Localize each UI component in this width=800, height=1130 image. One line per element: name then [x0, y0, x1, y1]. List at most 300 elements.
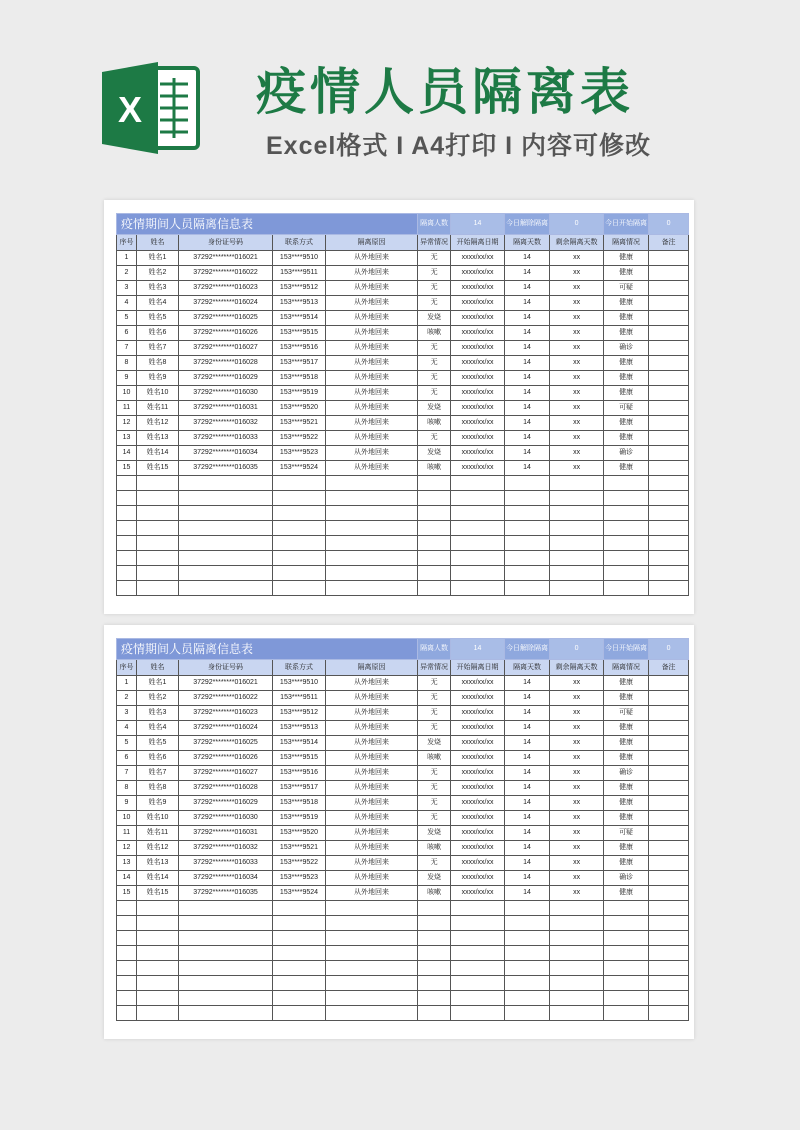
empty-cell[interactable] [550, 581, 604, 596]
table-cell[interactable]: 153****9520 [273, 401, 326, 416]
empty-cell[interactable] [649, 536, 689, 551]
table-cell[interactable]: 从外地回来 [326, 676, 418, 691]
table-cell[interactable]: xxxx/xx/xx [451, 856, 505, 871]
table-cell[interactable]: xx [550, 281, 604, 296]
empty-cell[interactable] [604, 476, 649, 491]
table-cell[interactable]: xx [550, 356, 604, 371]
table-cell[interactable]: 健康 [604, 416, 649, 431]
table-cell[interactable]: xxxx/xx/xx [451, 326, 505, 341]
empty-cell[interactable] [649, 476, 689, 491]
empty-cell[interactable] [273, 1006, 326, 1021]
table-cell[interactable] [649, 326, 689, 341]
table-cell[interactable]: 14 [505, 311, 550, 326]
table-cell[interactable] [649, 736, 689, 751]
table-cell[interactable]: xxxx/xx/xx [451, 446, 505, 461]
table-cell[interactable]: 无 [418, 431, 451, 446]
empty-cell[interactable] [451, 491, 505, 506]
table-cell[interactable]: 确诊 [604, 871, 649, 886]
table-cell[interactable]: 153****9523 [273, 871, 326, 886]
table-cell[interactable]: 153****9517 [273, 356, 326, 371]
table-cell[interactable]: 姓名8 [137, 781, 179, 796]
empty-cell[interactable] [179, 581, 273, 596]
table-cell[interactable]: 姓名7 [137, 766, 179, 781]
empty-cell[interactable] [117, 991, 137, 1006]
table-cell[interactable]: xx [550, 266, 604, 281]
table-cell[interactable]: 37292********016032 [179, 416, 273, 431]
empty-cell[interactable] [649, 961, 689, 976]
table-cell[interactable]: 发烧 [418, 826, 451, 841]
table-cell[interactable]: 姓名5 [137, 311, 179, 326]
table-cell[interactable]: 无 [418, 811, 451, 826]
empty-cell[interactable] [137, 476, 179, 491]
stat-label[interactable]: 隔离人数 [418, 639, 451, 660]
table-cell[interactable]: 14 [505, 796, 550, 811]
empty-cell[interactable] [451, 916, 505, 931]
table-cell[interactable] [649, 691, 689, 706]
table-cell[interactable]: 姓名15 [137, 461, 179, 476]
empty-cell[interactable] [649, 901, 689, 916]
table-cell[interactable]: 姓名10 [137, 811, 179, 826]
empty-cell[interactable] [550, 931, 604, 946]
table-cell[interactable]: 37292********016030 [179, 811, 273, 826]
table-cell[interactable]: 37292********016022 [179, 691, 273, 706]
table-cell[interactable]: 咳嗽 [418, 416, 451, 431]
table-cell[interactable]: 发烧 [418, 311, 451, 326]
table-cell[interactable] [649, 431, 689, 446]
table-cell[interactable]: 可疑 [604, 706, 649, 721]
empty-cell[interactable] [273, 991, 326, 1006]
table-cell[interactable]: 姓名6 [137, 326, 179, 341]
table-cell[interactable]: 37292********016025 [179, 736, 273, 751]
table-cell[interactable]: 14 [505, 811, 550, 826]
table-cell[interactable]: 可疑 [604, 826, 649, 841]
empty-cell[interactable] [137, 976, 179, 991]
empty-cell[interactable] [649, 551, 689, 566]
empty-cell[interactable] [273, 946, 326, 961]
table-cell[interactable]: 姓名3 [137, 706, 179, 721]
empty-cell[interactable] [326, 551, 418, 566]
table-cell[interactable]: 发烧 [418, 446, 451, 461]
table-cell[interactable]: 10 [117, 811, 137, 826]
table-cell[interactable]: 14 [505, 781, 550, 796]
table-cell[interactable]: 37292********016033 [179, 856, 273, 871]
empty-cell[interactable] [550, 961, 604, 976]
table-cell[interactable]: 14 [505, 416, 550, 431]
column-header[interactable]: 联系方式 [273, 235, 326, 251]
table-cell[interactable]: 37292********016022 [179, 266, 273, 281]
table-cell[interactable]: 153****9512 [273, 281, 326, 296]
empty-cell[interactable] [179, 521, 273, 536]
table-cell[interactable]: 11 [117, 826, 137, 841]
table-cell[interactable]: 9 [117, 796, 137, 811]
empty-cell[interactable] [604, 946, 649, 961]
table-cell[interactable]: 153****9516 [273, 341, 326, 356]
table-cell[interactable] [649, 841, 689, 856]
column-header[interactable]: 隔离原因 [326, 660, 418, 676]
table-cell[interactable]: xx [550, 856, 604, 871]
table-cell[interactable]: xxxx/xx/xx [451, 356, 505, 371]
table-cell[interactable]: 确诊 [604, 766, 649, 781]
table-cell[interactable]: 姓名14 [137, 446, 179, 461]
table-cell[interactable]: 从外地回来 [326, 841, 418, 856]
table-cell[interactable]: 14 [505, 341, 550, 356]
empty-cell[interactable] [649, 566, 689, 581]
column-header[interactable]: 序号 [117, 660, 137, 676]
table-cell[interactable]: 发烧 [418, 401, 451, 416]
table-cell[interactable]: 1 [117, 676, 137, 691]
column-header[interactable]: 姓名 [137, 235, 179, 251]
empty-cell[interactable] [649, 976, 689, 991]
empty-cell[interactable] [505, 521, 550, 536]
table-cell[interactable]: 姓名6 [137, 751, 179, 766]
table-cell[interactable]: xx [550, 296, 604, 311]
empty-cell[interactable] [326, 976, 418, 991]
table-cell[interactable]: 37292********016034 [179, 871, 273, 886]
empty-cell[interactable] [649, 581, 689, 596]
stat-value[interactable]: 0 [550, 639, 604, 660]
table-cell[interactable]: 14 [505, 461, 550, 476]
empty-cell[interactable] [137, 901, 179, 916]
table-cell[interactable]: 153****9522 [273, 431, 326, 446]
empty-cell[interactable] [505, 581, 550, 596]
empty-cell[interactable] [505, 551, 550, 566]
table-cell[interactable]: xx [550, 796, 604, 811]
table-cell[interactable]: 无 [418, 706, 451, 721]
table-cell[interactable] [649, 446, 689, 461]
table-cell[interactable]: xxxx/xx/xx [451, 281, 505, 296]
empty-cell[interactable] [117, 536, 137, 551]
empty-cell[interactable] [451, 581, 505, 596]
table-cell[interactable] [649, 461, 689, 476]
empty-cell[interactable] [326, 946, 418, 961]
column-header[interactable]: 备注 [649, 235, 689, 251]
empty-cell[interactable] [117, 916, 137, 931]
table-cell[interactable]: 姓名8 [137, 356, 179, 371]
table-cell[interactable]: 37292********016021 [179, 251, 273, 266]
table-cell[interactable]: xxxx/xx/xx [451, 736, 505, 751]
table-cell[interactable]: 从外地回来 [326, 781, 418, 796]
empty-cell[interactable] [179, 961, 273, 976]
stat-value[interactable]: 0 [550, 214, 604, 235]
table-cell[interactable]: 从外地回来 [326, 811, 418, 826]
empty-cell[interactable] [418, 976, 451, 991]
table-cell[interactable]: 153****9519 [273, 811, 326, 826]
empty-cell[interactable] [326, 1006, 418, 1021]
empty-cell[interactable] [117, 946, 137, 961]
empty-cell[interactable] [418, 991, 451, 1006]
table-cell[interactable]: 153****9511 [273, 266, 326, 281]
empty-cell[interactable] [451, 551, 505, 566]
empty-cell[interactable] [137, 536, 179, 551]
empty-cell[interactable] [550, 551, 604, 566]
table-cell[interactable]: 健康 [604, 811, 649, 826]
empty-cell[interactable] [418, 931, 451, 946]
empty-cell[interactable] [451, 536, 505, 551]
empty-cell[interactable] [326, 536, 418, 551]
empty-cell[interactable] [326, 916, 418, 931]
empty-cell[interactable] [505, 566, 550, 581]
empty-cell[interactable] [550, 566, 604, 581]
table-cell[interactable]: xxxx/xx/xx [451, 401, 505, 416]
table-cell[interactable]: 健康 [604, 326, 649, 341]
table-cell[interactable]: 8 [117, 356, 137, 371]
table-cell[interactable]: 姓名9 [137, 796, 179, 811]
empty-cell[interactable] [604, 506, 649, 521]
empty-cell[interactable] [604, 931, 649, 946]
table-cell[interactable]: 14 [505, 721, 550, 736]
table-cell[interactable]: 健康 [604, 371, 649, 386]
table-cell[interactable]: xx [550, 706, 604, 721]
table-cell[interactable]: xx [550, 841, 604, 856]
table-cell[interactable]: 从外地回来 [326, 871, 418, 886]
table-cell[interactable]: 姓名3 [137, 281, 179, 296]
table-cell[interactable] [649, 766, 689, 781]
table-cell[interactable]: 14 [117, 446, 137, 461]
table-cell[interactable]: 从外地回来 [326, 446, 418, 461]
table-cell[interactable]: 从外地回来 [326, 886, 418, 901]
table-cell[interactable]: 37292********016026 [179, 751, 273, 766]
table-cell[interactable]: 2 [117, 691, 137, 706]
empty-cell[interactable] [117, 521, 137, 536]
column-header[interactable]: 隔离天数 [505, 235, 550, 251]
stat-label[interactable]: 今日解除隔离 [505, 214, 550, 235]
table-cell[interactable]: 153****9512 [273, 706, 326, 721]
table-cell[interactable] [649, 386, 689, 401]
empty-cell[interactable] [451, 946, 505, 961]
empty-cell[interactable] [649, 916, 689, 931]
table-cell[interactable]: 无 [418, 266, 451, 281]
empty-cell[interactable] [273, 916, 326, 931]
empty-cell[interactable] [418, 581, 451, 596]
table-cell[interactable]: 14 [505, 871, 550, 886]
empty-cell[interactable] [137, 916, 179, 931]
table-cell[interactable]: 从外地回来 [326, 311, 418, 326]
empty-cell[interactable] [451, 961, 505, 976]
column-header[interactable]: 序号 [117, 235, 137, 251]
empty-cell[interactable] [550, 506, 604, 521]
empty-cell[interactable] [137, 521, 179, 536]
table-cell[interactable]: 37292********016029 [179, 796, 273, 811]
table-cell[interactable]: 发烧 [418, 871, 451, 886]
empty-cell[interactable] [117, 506, 137, 521]
column-header[interactable]: 联系方式 [273, 660, 326, 676]
table-cell[interactable]: 健康 [604, 721, 649, 736]
table-cell[interactable]: xxxx/xx/xx [451, 751, 505, 766]
empty-cell[interactable] [418, 521, 451, 536]
table-cell[interactable]: 健康 [604, 296, 649, 311]
table-cell[interactable]: 3 [117, 706, 137, 721]
table-cell[interactable]: 153****9513 [273, 721, 326, 736]
column-header[interactable]: 开始隔离日期 [451, 235, 505, 251]
table-cell[interactable]: 从外地回来 [326, 796, 418, 811]
table-cell[interactable]: 10 [117, 386, 137, 401]
table-cell[interactable] [649, 856, 689, 871]
table-cell[interactable]: xx [550, 766, 604, 781]
table-cell[interactable]: 从外地回来 [326, 736, 418, 751]
table-cell[interactable]: 3 [117, 281, 137, 296]
table-cell[interactable]: 无 [418, 721, 451, 736]
table-cell[interactable]: xxxx/xx/xx [451, 311, 505, 326]
table-cell[interactable]: 37292********016025 [179, 311, 273, 326]
table-cell[interactable]: 姓名9 [137, 371, 179, 386]
empty-cell[interactable] [451, 521, 505, 536]
empty-cell[interactable] [179, 901, 273, 916]
empty-cell[interactable] [326, 476, 418, 491]
table-cell[interactable]: 153****9518 [273, 371, 326, 386]
empty-cell[interactable] [117, 491, 137, 506]
table-cell[interactable] [649, 676, 689, 691]
stat-value[interactable]: 14 [451, 214, 505, 235]
table-cell[interactable]: 153****9521 [273, 841, 326, 856]
table-cell[interactable]: 5 [117, 736, 137, 751]
empty-cell[interactable] [179, 976, 273, 991]
table-cell[interactable]: xxxx/xx/xx [451, 251, 505, 266]
table-cell[interactable]: 12 [117, 841, 137, 856]
table-cell[interactable]: 姓名10 [137, 386, 179, 401]
column-header[interactable]: 身份证号码 [179, 235, 273, 251]
table-cell[interactable]: 1 [117, 251, 137, 266]
table-cell[interactable]: 从外地回来 [326, 431, 418, 446]
table-cell[interactable]: xxxx/xx/xx [451, 706, 505, 721]
table-cell[interactable]: 从外地回来 [326, 326, 418, 341]
table-cell[interactable]: 姓名12 [137, 416, 179, 431]
table-cell[interactable]: 4 [117, 296, 137, 311]
stat-label[interactable]: 隔离人数 [418, 214, 451, 235]
table-cell[interactable]: xxxx/xx/xx [451, 386, 505, 401]
empty-cell[interactable] [550, 521, 604, 536]
column-header[interactable]: 身份证号码 [179, 660, 273, 676]
empty-cell[interactable] [550, 901, 604, 916]
table-cell[interactable]: 5 [117, 311, 137, 326]
table-cell[interactable]: 14 [505, 371, 550, 386]
empty-cell[interactable] [273, 961, 326, 976]
table-cell[interactable]: 从外地回来 [326, 706, 418, 721]
table-cell[interactable]: 37292********016028 [179, 356, 273, 371]
table-cell[interactable]: 37292********016023 [179, 281, 273, 296]
empty-cell[interactable] [604, 491, 649, 506]
empty-cell[interactable] [137, 991, 179, 1006]
table-cell[interactable]: 从外地回来 [326, 766, 418, 781]
empty-cell[interactable] [179, 946, 273, 961]
empty-cell[interactable] [179, 916, 273, 931]
empty-cell[interactable] [326, 901, 418, 916]
table-cell[interactable]: 健康 [604, 356, 649, 371]
table-cell[interactable]: xx [550, 691, 604, 706]
table-cell[interactable] [649, 781, 689, 796]
table-cell[interactable]: 无 [418, 251, 451, 266]
empty-cell[interactable] [418, 536, 451, 551]
table-cell[interactable] [649, 341, 689, 356]
empty-cell[interactable] [179, 1006, 273, 1021]
table-cell[interactable]: 153****9510 [273, 676, 326, 691]
empty-cell[interactable] [117, 961, 137, 976]
table-cell[interactable]: 153****9524 [273, 886, 326, 901]
table-cell[interactable]: 姓名15 [137, 886, 179, 901]
empty-cell[interactable] [418, 476, 451, 491]
empty-cell[interactable] [451, 901, 505, 916]
table-cell[interactable]: 健康 [604, 386, 649, 401]
table-cell[interactable] [649, 356, 689, 371]
empty-cell[interactable] [550, 491, 604, 506]
table-cell[interactable]: 健康 [604, 461, 649, 476]
table-cell[interactable]: xxxx/xx/xx [451, 841, 505, 856]
table-cell[interactable]: 37292********016024 [179, 296, 273, 311]
table-cell[interactable]: 从外地回来 [326, 281, 418, 296]
stat-value[interactable]: 14 [451, 639, 505, 660]
empty-cell[interactable] [451, 931, 505, 946]
table-cell[interactable]: xx [550, 341, 604, 356]
table-cell[interactable]: 14 [505, 431, 550, 446]
table-cell[interactable]: 37292********016035 [179, 886, 273, 901]
empty-cell[interactable] [117, 1006, 137, 1021]
empty-cell[interactable] [273, 566, 326, 581]
table-cell[interactable]: xxxx/xx/xx [451, 461, 505, 476]
table-cell[interactable] [649, 311, 689, 326]
table-cell[interactable]: 无 [418, 676, 451, 691]
table-cell[interactable]: 无 [418, 691, 451, 706]
empty-cell[interactable] [604, 536, 649, 551]
table-cell[interactable]: 无 [418, 371, 451, 386]
table-cell[interactable]: 153****9520 [273, 826, 326, 841]
table-cell[interactable]: 从外地回来 [326, 461, 418, 476]
empty-cell[interactable] [326, 931, 418, 946]
empty-cell[interactable] [326, 581, 418, 596]
table-cell[interactable]: xx [550, 416, 604, 431]
table-cell[interactable] [649, 251, 689, 266]
table-cell[interactable]: 健康 [604, 856, 649, 871]
table-cell[interactable]: 无 [418, 281, 451, 296]
empty-cell[interactable] [550, 991, 604, 1006]
table-cell[interactable]: 健康 [604, 736, 649, 751]
table-cell[interactable]: 37292********016034 [179, 446, 273, 461]
table-cell[interactable]: 37292********016030 [179, 386, 273, 401]
table-cell[interactable]: 37292********016032 [179, 841, 273, 856]
empty-cell[interactable] [505, 916, 550, 931]
table-cell[interactable]: 无 [418, 766, 451, 781]
empty-cell[interactable] [505, 536, 550, 551]
table-cell[interactable]: 153****9510 [273, 251, 326, 266]
table-cell[interactable]: 健康 [604, 251, 649, 266]
table-cell[interactable]: xx [550, 751, 604, 766]
table-cell[interactable]: 14 [505, 676, 550, 691]
table-cell[interactable] [649, 826, 689, 841]
table-cell[interactable]: 13 [117, 431, 137, 446]
table-cell[interactable]: 从外地回来 [326, 341, 418, 356]
table-cell[interactable]: 无 [418, 341, 451, 356]
table-cell[interactable]: 153****9521 [273, 416, 326, 431]
table-cell[interactable]: 9 [117, 371, 137, 386]
table-cell[interactable]: xx [550, 371, 604, 386]
table-cell[interactable]: 健康 [604, 676, 649, 691]
empty-cell[interactable] [649, 946, 689, 961]
empty-cell[interactable] [418, 506, 451, 521]
table-cell[interactable]: xx [550, 326, 604, 341]
empty-cell[interactable] [418, 946, 451, 961]
table-cell[interactable]: 姓名2 [137, 691, 179, 706]
empty-cell[interactable] [273, 581, 326, 596]
empty-cell[interactable] [451, 566, 505, 581]
empty-cell[interactable] [137, 1006, 179, 1021]
table-cell[interactable]: xx [550, 826, 604, 841]
empty-cell[interactable] [550, 1006, 604, 1021]
table-cell[interactable]: xx [550, 736, 604, 751]
table-cell[interactable]: xxxx/xx/xx [451, 676, 505, 691]
table-cell[interactable]: 37292********016027 [179, 766, 273, 781]
table-cell[interactable]: 37292********016031 [179, 826, 273, 841]
empty-cell[interactable] [418, 916, 451, 931]
table-cell[interactable]: 153****9513 [273, 296, 326, 311]
column-header[interactable]: 隔离天数 [505, 660, 550, 676]
